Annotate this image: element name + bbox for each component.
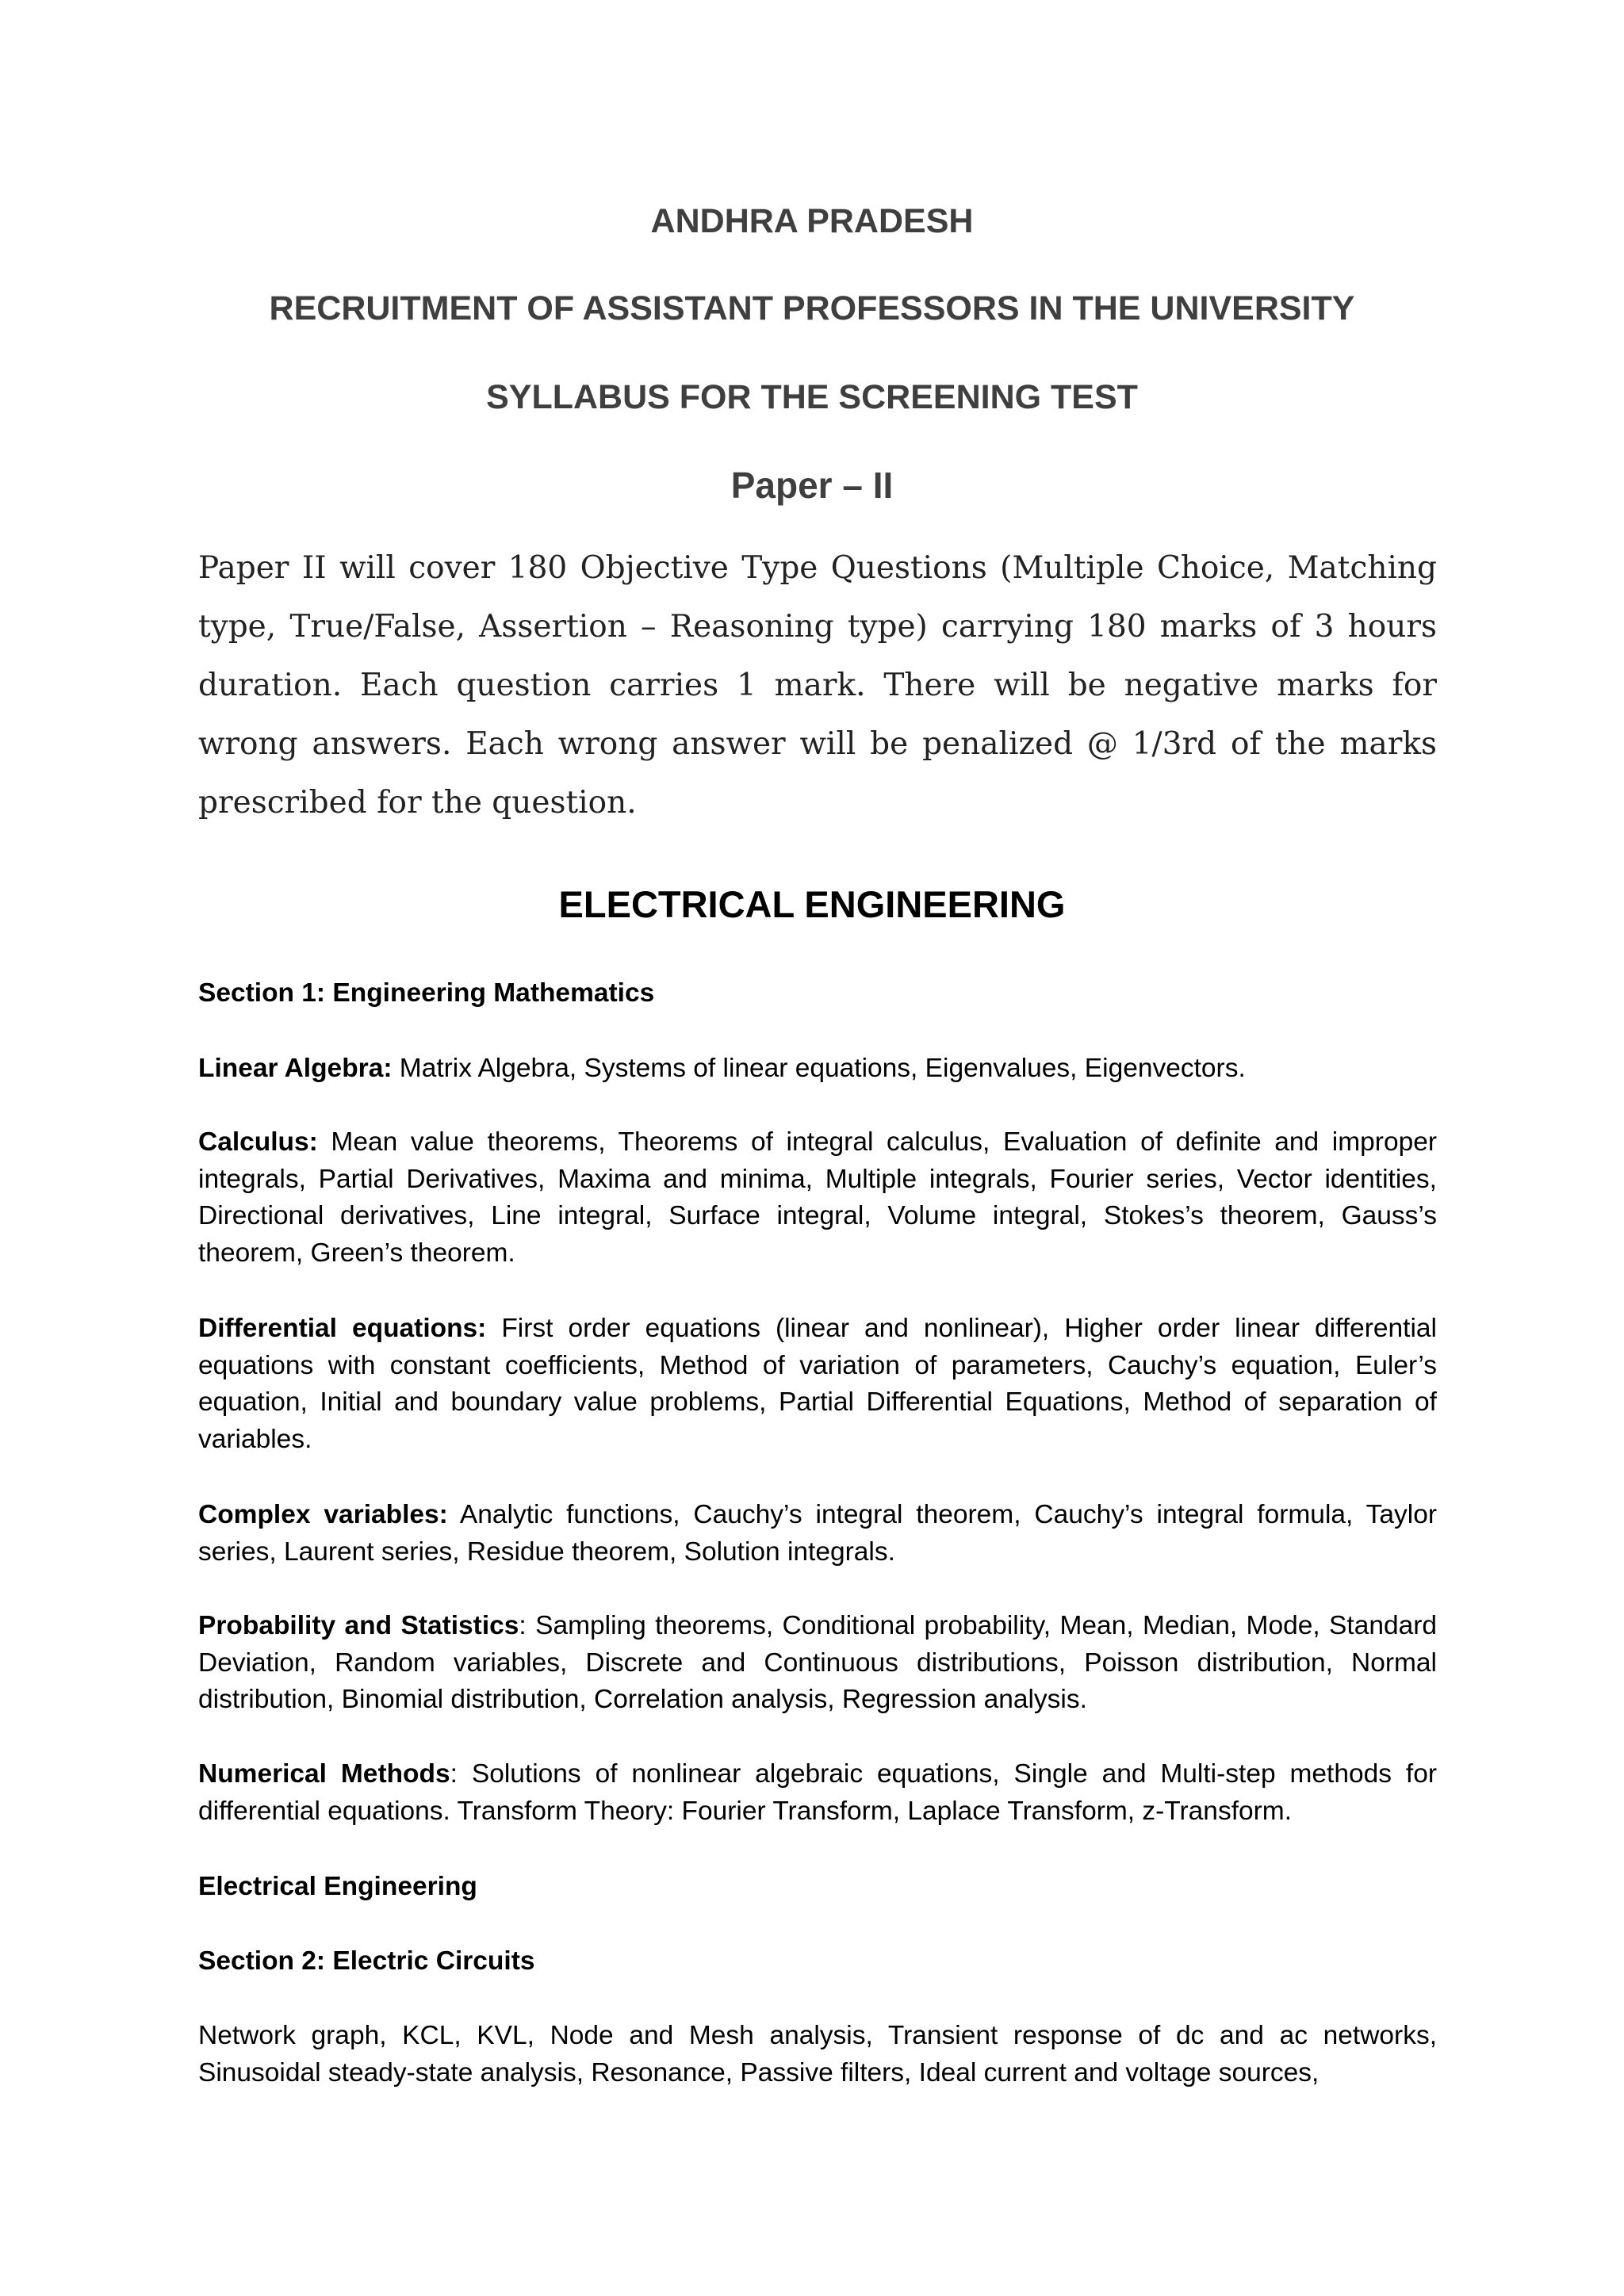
section2-text: Network graph, KCL, KVL, Node and Mesh analysis, Transient response of dc and ac networks, Sinusoidal steady-state analysis, Resonance, Passive filters, Ideal current and voltage sources, <box>198 2021 1437 2087</box>
topic-text: : Solutions of nonlinear algebraic equations, Single and Multi-step methods for differential equations. Transform Theory: Fourier Transform, Laplace Transform, z-Transform. <box>198 1759 1437 1826</box>
state-title: ANDHRA PRADESH <box>650 202 974 240</box>
topic-numerical-methods <box>198 1756 1437 1830</box>
topic-label: Probability and Statistics <box>198 1611 519 1640</box>
recruitment-title: RECRUITMENT OF ASSISTANT PROFESSORS IN THE UNIVERSITY <box>269 289 1355 327</box>
topic-text: Analytic functions, Cauchy’s integral theorem, Cauchy’s integral formula, Taylor series, Laurent series, Residue theorem, Solution integrals. <box>198 1500 1437 1567</box>
topic-text: First order equations (linear and nonlinear), Higher order linear differential equations with constant coefficients, Method of variation of parameters, Cauchy’s equation, Euler’s equation, Initial and boundary value problems, Partial Differential Equations, Method of separation of variables. <box>198 1314 1437 1454</box>
topic-text: Matrix Algebra, Systems of linear equations, Eigenvalues, Eigenvectors. <box>392 1054 1246 1083</box>
section-heading: Section 1: Engineering Mathematics <box>198 978 655 1008</box>
topic-paragraph <box>198 1756 1437 1830</box>
paper-title: Paper – II <box>730 465 894 506</box>
section-heading: Electrical Engineering <box>198 1872 477 1901</box>
topic-calculus <box>198 1124 1437 1272</box>
electrical-heading <box>198 1869 1437 1906</box>
section2-paragraph <box>198 2018 1437 2091</box>
intro-paragraph: Paper II will cover 180 Objective Type Questions (Multiple Choice, Matching type, True/False, Assertion – Reasoning type) carrying 180 marks of 3 hours duration. Each question carries 1 mark. There will be negative marks for wrong answers. Each wrong answer will be penalized @ 1/3rd of the marks prescribed for the question. <box>198 550 1437 821</box>
syllabus-title: SYLLABUS FOR THE SCREENING TEST <box>486 378 1138 416</box>
topic-paragraph <box>198 1608 1437 1719</box>
topic-paragraph <box>198 1050 1437 1088</box>
topic-complex-variables <box>198 1497 1437 1571</box>
section-heading: Section 2: Electric Circuits <box>198 1946 535 1976</box>
topic-label: Complex variables: <box>198 1500 448 1529</box>
topic-paragraph <box>198 1311 1437 1458</box>
topic-text: : Sampling theorems, Conditional probability, Mean, Median, Mode, Standard Deviation, Random variables, Discrete and Continuous distributions, Poisson distribution, Normal distribution, Binomial distribution, Correlation analysis, Regression analysis. <box>198 1611 1437 1714</box>
topic-label: Differential equations: <box>198 1314 487 1343</box>
subject-title: ELECTRICAL ENGINEERING <box>558 883 1066 925</box>
topic-text: Mean value theorems, Theorems of integral calculus, Evaluation of definite and improper integrals, Partial Derivatives, Maxima and minima, Multiple integrals, Fourier series, Vector identities, Directional derivatives, Line integral, Surface integral, Volume integral, Stokes’s theorem, Gauss’s theorem, Green’s theorem. <box>198 1127 1437 1268</box>
topic-paragraph <box>198 1124 1437 1272</box>
topic-differential-equations <box>198 1311 1437 1458</box>
topic-label: Numerical Methods <box>198 1759 450 1789</box>
topic-probability-statistics <box>198 1608 1437 1719</box>
topic-paragraph <box>198 1497 1437 1571</box>
topic-label: Linear Algebra: <box>198 1054 393 1083</box>
section2-heading <box>198 1943 1437 1980</box>
topic-label: Calculus: <box>198 1127 318 1157</box>
topic-linear-algebra <box>198 1050 1437 1088</box>
section1-heading <box>198 975 1437 1012</box>
